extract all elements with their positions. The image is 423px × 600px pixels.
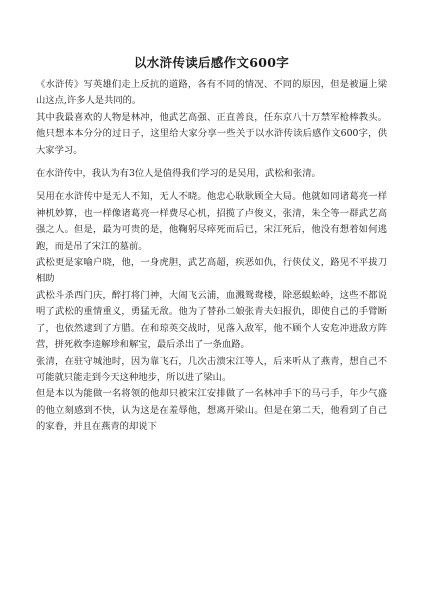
paragraph-linchong: 其中我最喜欢的人物是林冲，他武艺高强、正直善良，任东京八十万禁军枪棒教头。他只想本本分分的过日子，这里给大家分享一些关于以水浒传读后感作文600字，供大家学习。	[36, 111, 387, 156]
paragraph-three-heroes: 在水浒传中，我认为有3位人是值得我们学习的是吴用，武松和张清。	[36, 168, 321, 180]
paragraph-intro: 《水浒传》写英雄们走上反抗的道路，各有不同的情况、不同的原因，但是被逼上梁山这点,许多人是共同的。	[36, 79, 387, 107]
paragraph-wusong-deeds: 武松斗杀西门庆，醉打将门神，大闹飞云浦，血溅鸳鸯楼，除恶蜈蚣岭，这些不都说明了武松的重情重义，勇猛无敌。他为了替孙二娘张青夫妇报仇，即使自己的手臂断了，也依然逮到了方腊。在和琼英交战时，见落入敌军，他不顾个人安危冲进敌方阵营，拼死救李逵解珍和解宝，最后杀出了一条血路。	[36, 289, 387, 351]
paragraph-zhangqing: 张清，在驻守城池时，因为靠飞石，几次击溃宋江等人，后来听从了燕青，想自己不可能就只能走到今天这种地步，所以进了梁山。	[36, 355, 387, 383]
paragraph-wuyong: 吴用在水浒传中是无人不知，无人不晓。他忠心耿耿顾全大局。他就如同诸葛亮一样神机妙算，也一样像诸葛亮一样费尽心机，招揽了卢俊义，张清，朱仝等一群武艺高强之人。但是，最为可贵的是，他鞠躬尽瘁死而后已，宋江死后，他没有想着如何逃跑，而是吊了宋江的墓前。	[36, 191, 387, 252]
paragraph-zhangqing-cont: 但是本以为能做一名将领的他却只被宋江安排做了一名林冲手下的马弓手，年少气盛的他立刻感到不快，认为这是在羞辱他，想离开梁山。但是在第二天，他看到了自己的家眷，并且在燕青的却说下	[36, 388, 387, 433]
paragraph-wusong-intro: 武松更是家喻户晓，他，一身虎胆，武艺高超，疾恶如仇，行侠仗义，路见不平拔刀相助	[36, 257, 387, 285]
document-title: 以水浒传读后感作文600字	[134, 55, 289, 70]
